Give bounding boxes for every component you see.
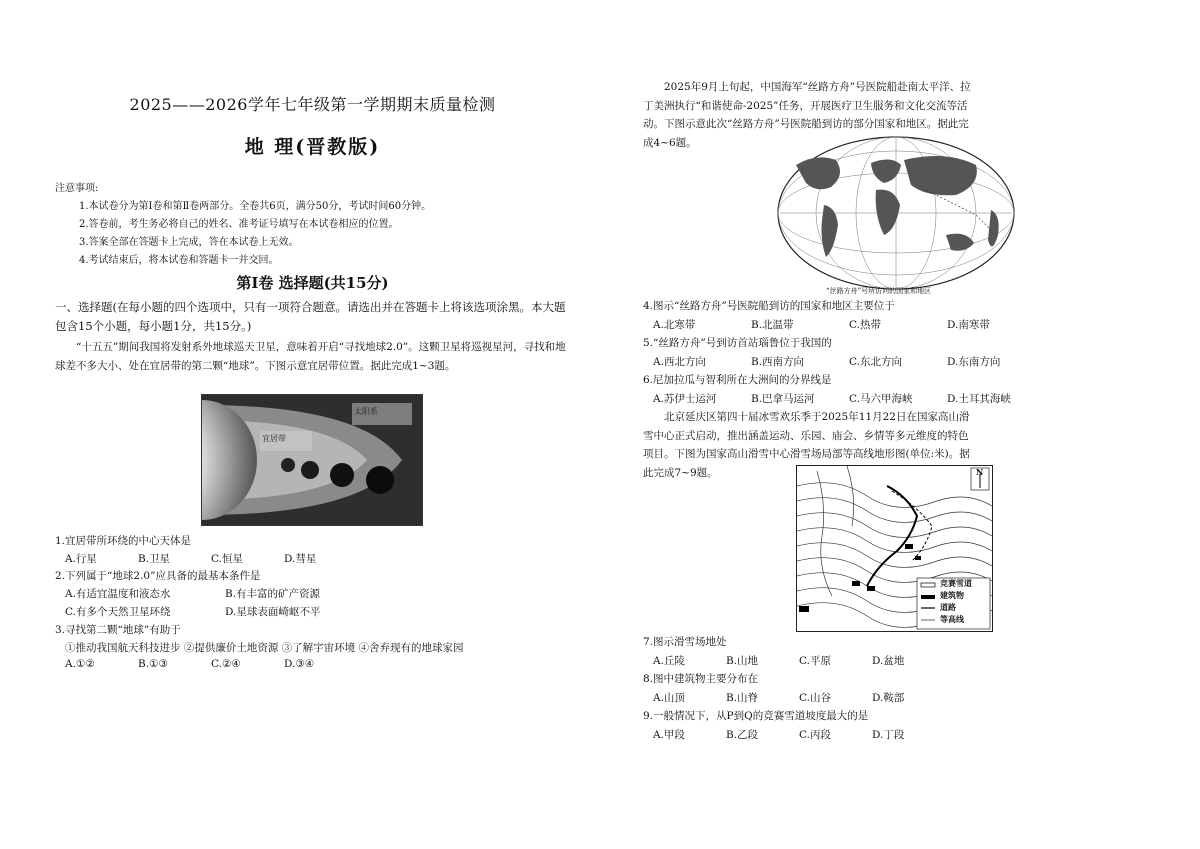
- q6-stem: 6.尼加拉瓜与智利所在大洲间的分界线是: [643, 374, 832, 386]
- q3-stem: 3.寻找第二颗“地球”有助于: [55, 624, 181, 636]
- q8-option-a[interactable]: A.山顶: [653, 692, 685, 704]
- q2-stem: 2.下列属于“地球2.0”应具备的最基本条件是: [55, 570, 261, 582]
- habitable-zone-figure: [201, 394, 423, 526]
- q4-stem: 4.图示“丝路方舟”号医院船到访的国家和地区主要位于: [643, 300, 895, 312]
- q3-option-d[interactable]: D.③④: [284, 658, 315, 670]
- north-arrow-label: N: [976, 467, 984, 477]
- fig1-label-b: 太阳系: [354, 407, 378, 416]
- q9-option-a[interactable]: A.甲段: [653, 729, 685, 741]
- notice-label: 注意事项:: [55, 183, 99, 194]
- q1-option-b[interactable]: B.卫星: [138, 553, 171, 565]
- q3-statements: ①推动我国航天科技进步 ②提供廉价土地资源 ③了解宇宙环境 ④舍弃现有的地球家园: [65, 642, 464, 654]
- world-map: [776, 135, 1016, 303]
- exam-subject: 地 理(晋教版): [244, 136, 381, 158]
- q6-option-a[interactable]: A.苏伊士运河: [653, 393, 717, 405]
- q5-option-c[interactable]: C.东北方向: [849, 356, 902, 368]
- world-map-figure: [776, 135, 1016, 303]
- q2-option-d[interactable]: D.星球表面崎岖不平: [225, 606, 321, 618]
- legend-item: 竞赛雪道: [940, 578, 972, 588]
- q4-option-b[interactable]: B.北温带: [751, 319, 794, 331]
- q1-option-c[interactable]: C.恒星: [211, 553, 243, 565]
- legend-item: 等高线: [940, 614, 964, 624]
- world-map-caption: “丝路方舟”号所访问的国家和地区: [826, 287, 932, 295]
- q8-option-b[interactable]: B.山脊: [726, 692, 759, 704]
- notice-item: 4.考试结束后，将本试卷和答题卡一并交回。: [79, 255, 279, 266]
- q7-stem: 7.图示滑雪场地处: [643, 636, 727, 648]
- q7-option-a[interactable]: A.丘陵: [653, 655, 685, 667]
- q9-option-d[interactable]: D.丁段: [872, 729, 905, 741]
- fig1-label-a: 宜居带: [262, 434, 286, 443]
- section-instruction: 一、选择题(在每小题的四个选项中，只有一项符合题意。请选出并在答题卡上将该选项涂黑。本大题包含15个小题，每小题1分，共15分。): [55, 300, 566, 333]
- q6-option-c[interactable]: C.马六甲海峡: [849, 393, 913, 405]
- q3-option-a[interactable]: A.①②: [65, 658, 95, 670]
- q7-option-b[interactable]: B.山地: [726, 655, 759, 667]
- q3-option-c[interactable]: C.②④: [211, 658, 241, 670]
- q2-option-a[interactable]: A.有适宜温度和液态水: [65, 588, 171, 600]
- passage-1-text: “十五五”期间我国将发射系外地球巡天卫星，意味着开启“寻找地球2.0”。这颗卫星将巡视星河，寻找和地球差不多大小、处在宜居带的第二颗“地球”。下图示意宜居带位置。据此完成1~3题。: [55, 341, 566, 372]
- q7-option-d[interactable]: D.盆地: [872, 655, 905, 667]
- notice-block: [55, 180, 570, 270]
- habitable-zone-diagram: [202, 395, 422, 525]
- q4-option-a[interactable]: A.北寒带: [653, 319, 696, 331]
- q8-stem: 8.图中建筑物主要分布在: [643, 673, 759, 685]
- q5-option-b[interactable]: B.西南方向: [751, 356, 805, 368]
- passage-1: [55, 338, 570, 375]
- section-title: 第Ⅰ卷 选择题(共15分): [236, 274, 389, 292]
- q2-option-c[interactable]: C.有多个天然卫星环绕: [65, 606, 171, 618]
- q2-option-b[interactable]: B.有丰富的矿产资源: [225, 588, 321, 600]
- q1-option-d[interactable]: D.彗星: [284, 553, 317, 565]
- notice-item: 1.本试卷分为第Ⅰ卷和第Ⅱ卷两部分。全卷共6页，满分50分，考试时间60分钟。: [79, 201, 432, 212]
- q5-option-d[interactable]: D.东南方向: [947, 356, 1001, 368]
- legend-item: 道路: [940, 602, 956, 612]
- q1-stem: 1.宜居带所环绕的中心天体是: [55, 535, 192, 547]
- q3-option-b[interactable]: B.①③: [138, 658, 168, 670]
- q4-option-d[interactable]: D.南寒带: [947, 319, 990, 331]
- q4-option-c[interactable]: C.热带: [849, 319, 881, 331]
- q9-stem: 9.一般情况下，从P到Q的竞赛雪道坡度最大的是: [643, 710, 869, 722]
- q1-option-a[interactable]: A.行星: [65, 553, 97, 565]
- passage-2-text: 2025年9月上旬起，中国海军“丝路方舟”号医院船赴南太平洋、拉丁美洲执行“和谐使命-2025”任务，开展医疗卫生服务和文化交流等活动。下图示意此次“丝路方舟”号医院船到访的部分国家和地区。据此完成4~6题。: [643, 81, 971, 149]
- q9-option-c[interactable]: C.丙段: [799, 729, 831, 741]
- q5-option-a[interactable]: A.西北方向: [653, 356, 706, 368]
- q8-option-d[interactable]: D.鞍部: [872, 692, 905, 704]
- q6-option-b[interactable]: B.巴拿马运河: [751, 393, 815, 405]
- contour-map-figure: [796, 465, 993, 632]
- contour-map: [797, 466, 992, 631]
- notice-item: 3.答案全部在答题卡上完成，答在本试卷上无效。: [79, 237, 299, 248]
- notice-item: 2.答卷前，考生务必将自己的姓名、准考证号填写在本试卷相应的位置。: [79, 219, 399, 230]
- exam-title: 2025——2026学年七年级第一学期期末质量检测: [129, 95, 496, 114]
- q5-stem: 5.“丝路方舟”号到访首站瑙鲁位于我国的: [643, 337, 832, 349]
- passage-3-text: 北京延庆区第四十届冰雪欢乐季于2025年11月22日在国家高山滑雪中心正式启动，推出涵盖运动、乐园、庙会、乡情等多元维度的特色项目。下图为国家高山滑雪中心滑雪场局部等高线地形图(单位:米)。据此完成7~9题。: [643, 411, 970, 479]
- q7-option-c[interactable]: C.平原: [799, 655, 831, 667]
- q6-option-d[interactable]: D.土耳其海峡: [947, 393, 1011, 405]
- legend-item: 建筑物: [940, 590, 964, 600]
- q9-option-b[interactable]: B.乙段: [726, 729, 759, 741]
- q8-option-c[interactable]: C.山谷: [799, 692, 831, 704]
